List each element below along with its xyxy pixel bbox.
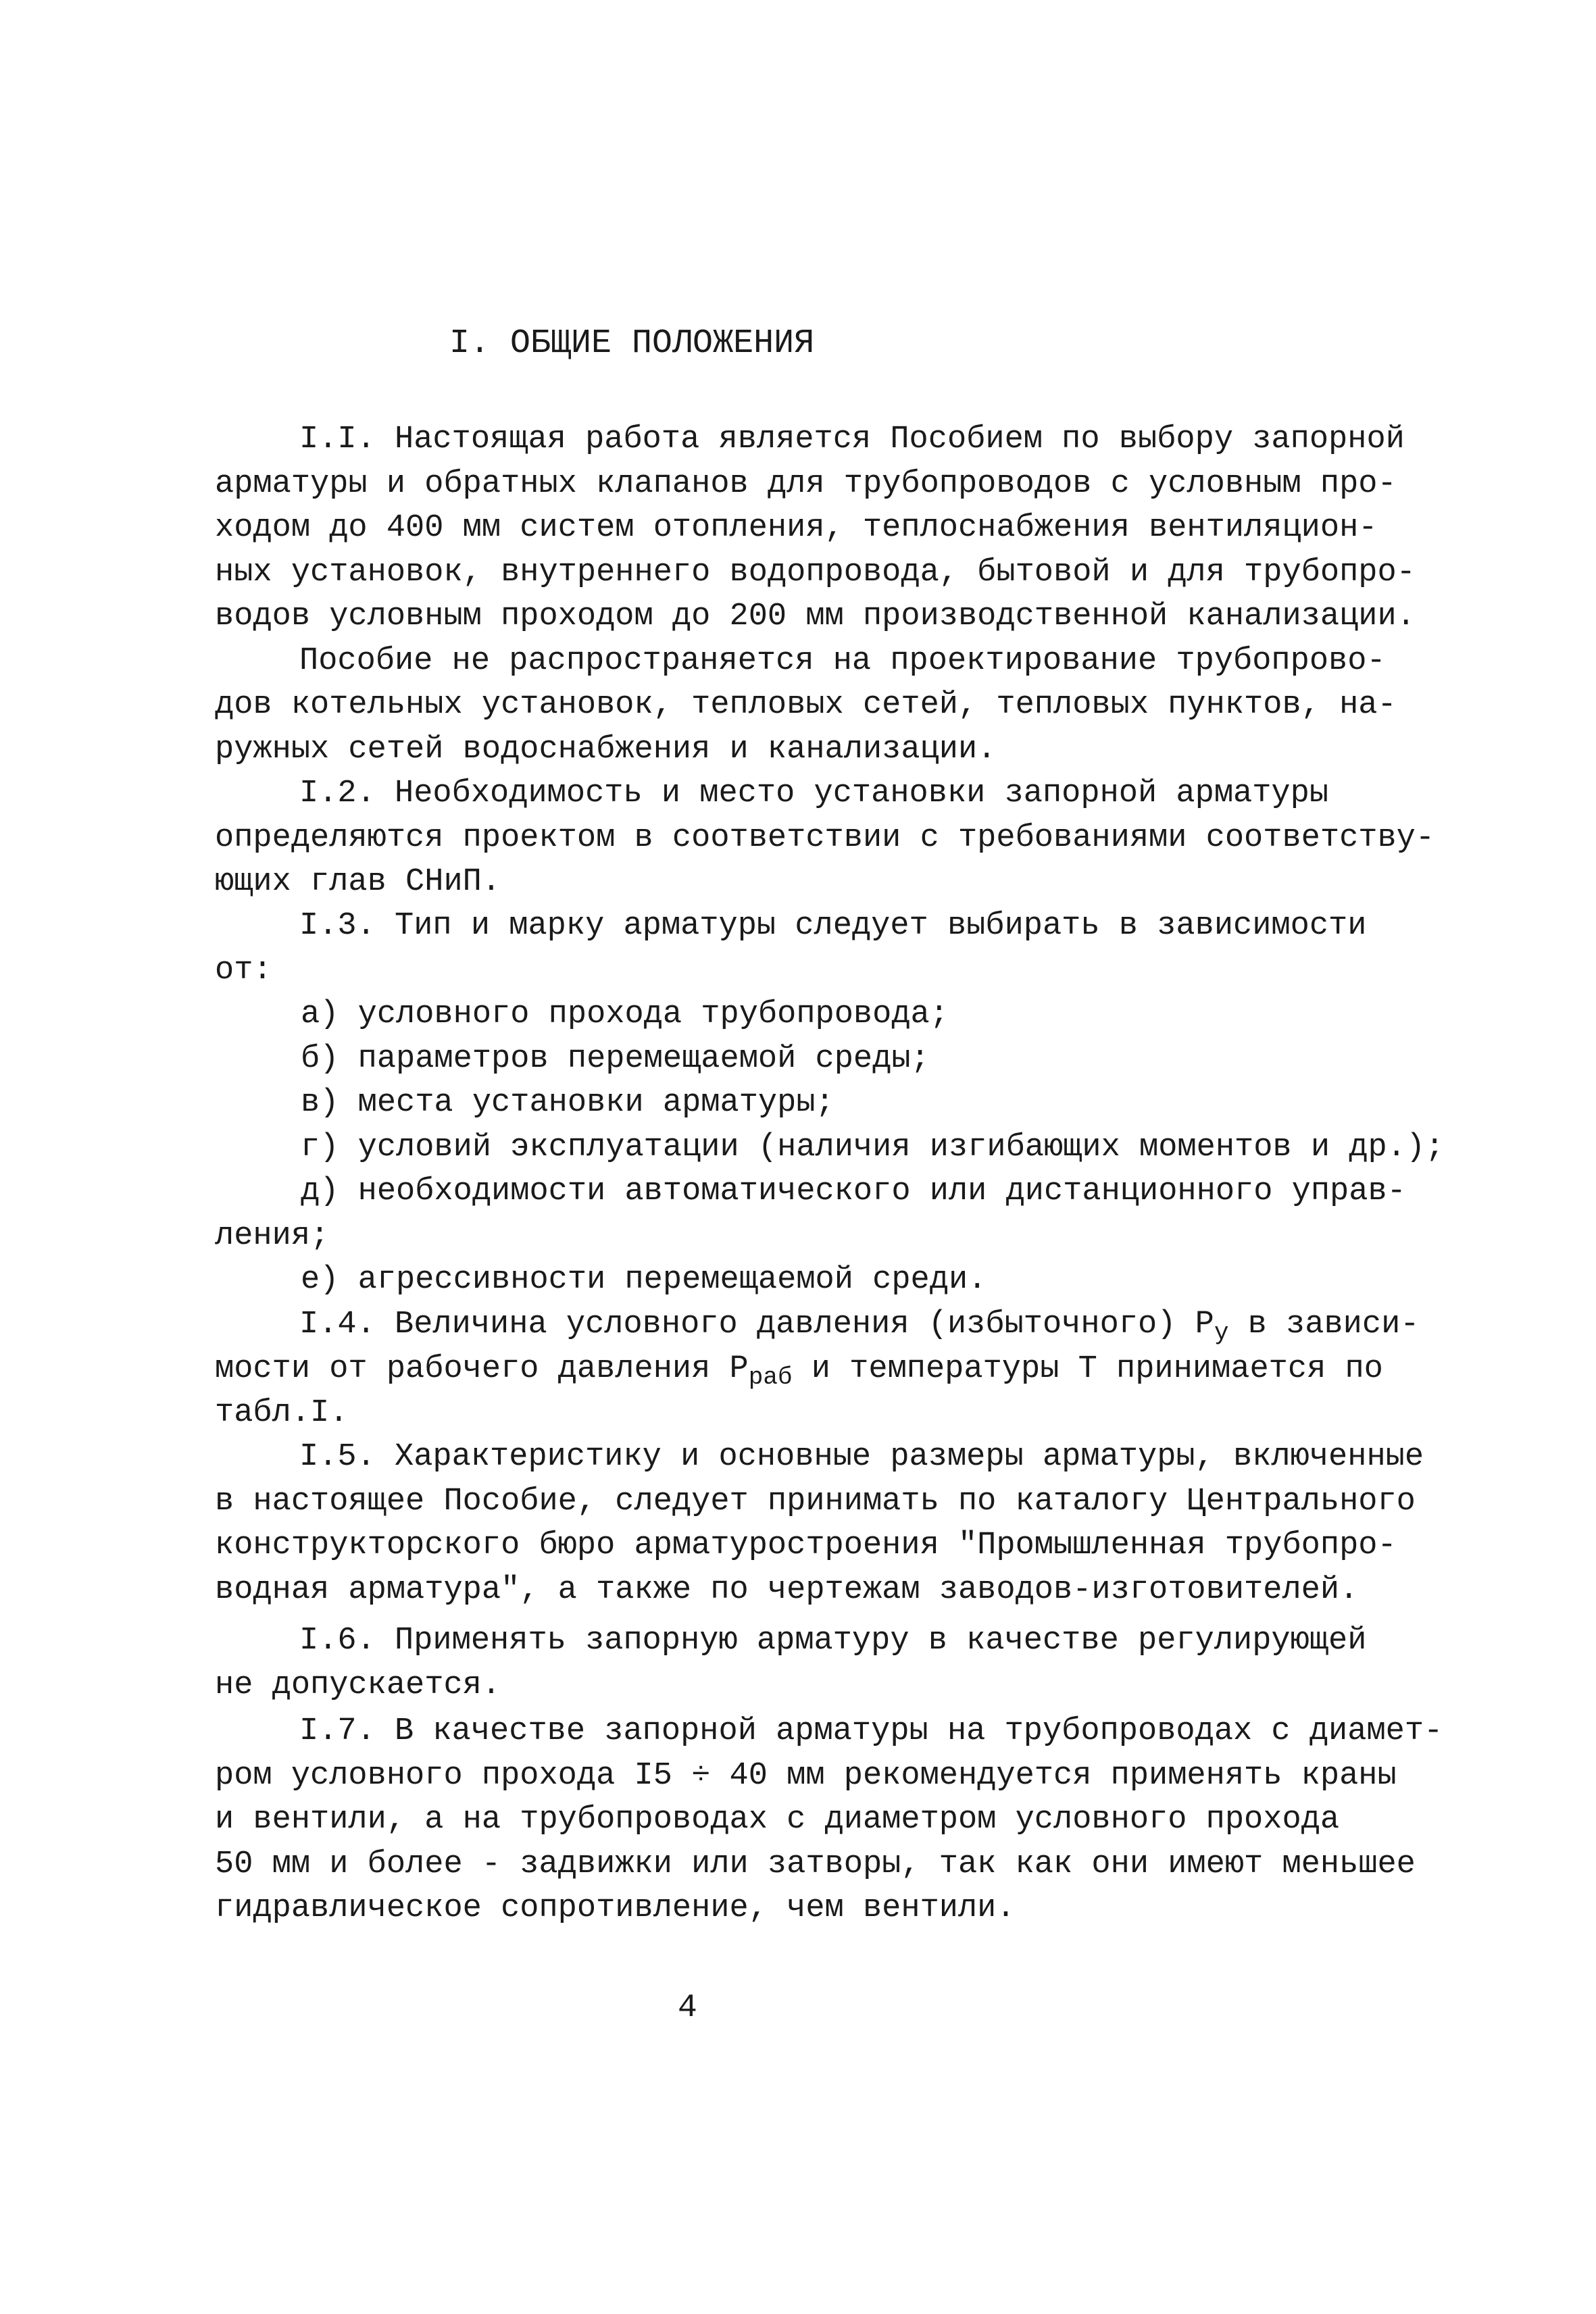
paragraph-line: I.2. Необходимость и место установки запорной арматуры — [299, 776, 1329, 811]
list-item: г) условий эксплуатации (наличия изгибающих моментов и др.); — [301, 1129, 1445, 1165]
paragraph-line: в настоящее Пособие, следует принимать по каталогу Центрального — [215, 1483, 1416, 1519]
paragraph-line: определяются проектом в соответствии с требованиями соответству- — [215, 820, 1435, 856]
subscript: раб — [748, 1363, 793, 1391]
paragraph-line: ружных сетей водоснабжения и канализации. — [215, 731, 997, 768]
paragraph-line — [215, 1347, 1404, 1392]
paragraph-1-4 — [215, 1303, 1420, 1436]
paragraph-1-2 — [215, 772, 1435, 905]
paragraph-line: и вентили, а на трубопроводах с диаметром условного прохода — [215, 1802, 1340, 1838]
list-item: а) условного прохода трубопровода; — [301, 997, 949, 1032]
paragraph-line: ных установок, внутреннего водопровода, бытовой и для трубопро- — [215, 554, 1416, 590]
paragraph-line: I.3. Тип и марку арматуры следует выбирать в зависимости — [299, 908, 1367, 944]
paragraph-1-7 — [215, 1709, 1443, 1931]
list-item: б) параметров перемещаемой среды; — [301, 1040, 930, 1077]
paragraph-line: I.I. Настоящая работа является Пособием по выбору запорной — [299, 422, 1405, 457]
paragraph-line: водов условным проходом до 200 мм производственной канализации. — [215, 599, 1416, 634]
paragraph-line: табл.I. — [215, 1395, 349, 1431]
paragraph-line: арматуры и обратных клапанов для трубопроводов с условным про- — [215, 466, 1397, 502]
paragraph-line: дов котельных установок, тепловых сетей, тепловых пунктов, на- — [215, 687, 1397, 723]
list-item: д) необходимости автоматического или дистанционного управ- — [301, 1174, 1406, 1209]
paragraph-line: Пособие не распространяется на проектирование трубопрово- — [299, 643, 1386, 679]
page-number: 4 — [678, 1990, 697, 2026]
paragraph-1-3 — [215, 904, 1445, 1303]
list-item: в) места установки арматуры; — [301, 1085, 834, 1121]
paragraph-line: I.5. Характеристику и основные размеры арматуры, включенные — [299, 1439, 1424, 1475]
text-run: мости от рабочего давления P — [215, 1351, 749, 1387]
text-run: I.4. Величина условного давления (избыточного) P — [299, 1307, 1214, 1342]
paragraph-1-6 — [215, 1619, 1404, 1707]
text-run: и температуры T принимается по — [792, 1351, 1383, 1387]
paragraph-line: I.7. В качестве запорной арматуры на трубопроводах с диамет- — [299, 1713, 1443, 1749]
paragraph-line: ром условного прохода I5 ÷ 40 мм рекомендуется применять краны — [215, 1757, 1397, 1794]
paragraph-line: 50 мм и более - задвижки или затворы, так как они имеют меньшее — [215, 1846, 1416, 1882]
paragraph-line: водная арматура", а также по чертежам заводов-изготовителей. — [215, 1571, 1359, 1608]
paragraph-line: от: — [215, 952, 272, 988]
list-item: е) агрессивности перемещаемой среди. — [301, 1262, 987, 1298]
paragraph-line: ющих глав СНиП. — [215, 864, 501, 900]
list-item-continuation: ления; — [215, 1217, 330, 1254]
paragraph-line: I.6. Применять запорную арматуру в качестве регулирующей — [299, 1623, 1367, 1659]
paragraph-1-5 — [215, 1435, 1424, 1612]
text-run: в зависи- — [1228, 1307, 1420, 1342]
paragraph-1-1 — [215, 418, 1416, 772]
paragraph-line: гидравлическое сопротивление, чем вентили. — [215, 1890, 1016, 1926]
paragraph-line: ходом до 400 мм систем отопления, теплоснабжения вентиляцион- — [215, 510, 1378, 546]
paragraph-line: не допускается. — [215, 1667, 501, 1703]
paragraph-line: конструкторского бюро арматуростроения "Промышленная трубопро- — [215, 1528, 1397, 1563]
section-heading: I. ОБЩИЕ ПОЛОЖЕНИЯ — [449, 324, 815, 363]
paragraph-line — [215, 1303, 1420, 1347]
subscript: у — [1214, 1319, 1229, 1347]
